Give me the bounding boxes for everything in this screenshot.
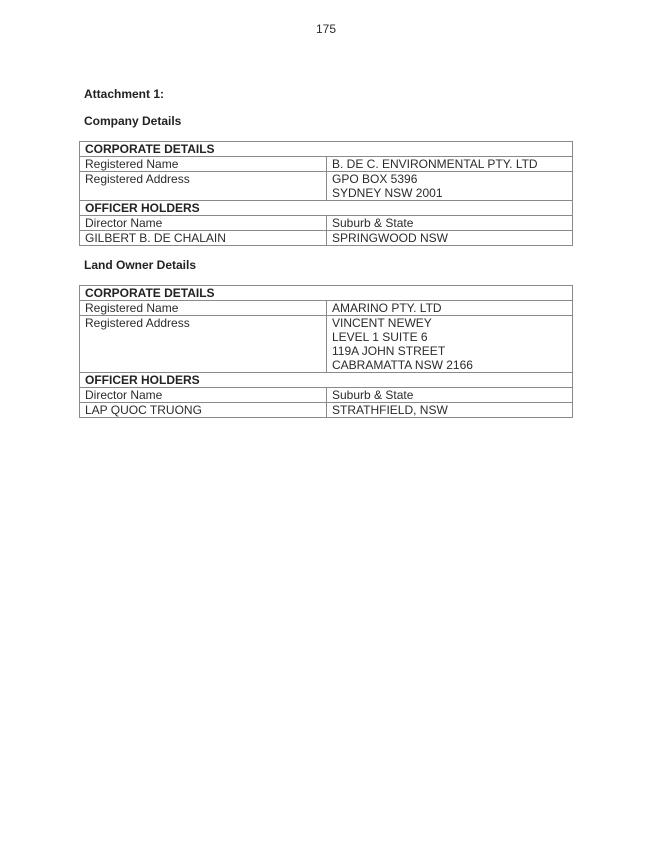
director-name-label: Director Name [80,388,327,403]
address-line: SYDNEY NSW 2001 [332,186,443,200]
address-line: 119A JOHN STREET [332,344,446,358]
address-line: LEVEL 1 SUITE 6 [332,330,428,344]
table-row [80,316,573,373]
suburb-state-label: Suburb & State [327,388,573,403]
address-line: VINCENT NEWEY [332,316,432,330]
table-row [80,388,573,403]
corporate-details-header: CORPORATE DETAILS [80,142,573,157]
table-row [80,216,573,231]
director-name-value: GILBERT B. DE CHALAIN [80,231,327,246]
director-name-value: LAP QUOC TRUONG [80,403,327,418]
director-suburb-value: STRATHFIELD, NSW [327,403,573,418]
table-row [80,172,573,201]
table-row [80,403,573,418]
director-name-label: Director Name [80,216,327,231]
registered-name-value: B. DE C. ENVIRONMENTAL PTY. LTD [327,157,573,172]
company-details-table [79,141,573,246]
registered-address-value [327,316,573,373]
land-owner-details-heading: Land Owner Details [84,258,197,272]
officer-holders-row [80,373,573,388]
table-row [80,157,573,172]
registered-address-label: Registered Address [80,172,327,201]
table-row [80,231,573,246]
officer-holders-header: OFFICER HOLDERS [80,373,573,388]
corporate-details-header: CORPORATE DETAILS [80,286,573,301]
registered-address-label: Registered Address [80,316,327,373]
corporate-details-row [80,142,573,157]
suburb-state-label: Suburb & State [327,216,573,231]
land-owner-details-table [79,285,573,418]
registered-address-value [327,172,573,201]
table-row [80,301,573,316]
address-line: CABRAMATTA NSW 2166 [332,358,473,372]
officer-holders-row [80,201,573,216]
company-details-heading: Company Details [84,114,182,128]
page-number: 175 [315,22,337,36]
director-suburb-value: SPRINGWOOD NSW [327,231,573,246]
registered-name-value: AMARINO PTY. LTD [327,301,573,316]
address-line: GPO BOX 5396 [332,172,418,186]
corporate-details-row [80,286,573,301]
attachment-title: Attachment 1: [84,87,165,101]
officer-holders-header: OFFICER HOLDERS [80,201,573,216]
registered-name-label: Registered Name [80,301,327,316]
registered-name-label: Registered Name [80,157,327,172]
